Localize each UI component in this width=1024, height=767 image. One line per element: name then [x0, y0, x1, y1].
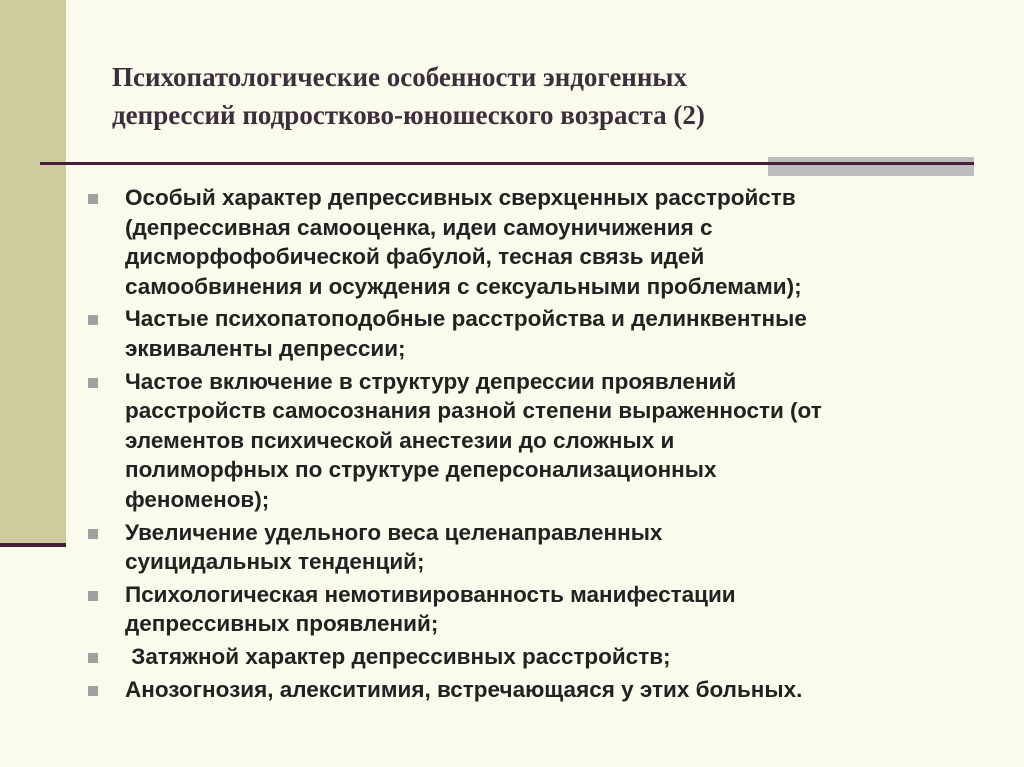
bullet-list: [88, 183, 1008, 707]
list-item-line: Частое включение в структуру депрессии проявлений: [125, 368, 737, 394]
square-bullet-icon: [88, 686, 98, 696]
list-item-line: дисморфофобической фабулой, тесная связь идей: [125, 244, 705, 270]
square-bullet-icon: [88, 529, 98, 539]
square-bullet-icon: [88, 315, 98, 325]
slide-title-line: депрессий подростково-юношеского возраста (2): [112, 100, 705, 130]
decorative-side-bar: [0, 0, 66, 546]
list-item-line: феноменов);: [125, 486, 270, 512]
list-item-line: суицидальных тенденций;: [125, 549, 425, 575]
title-divider: [40, 162, 972, 165]
list-item-line: (депрессивная самооценка, идеи самоуничижения с: [125, 214, 713, 240]
list-item-line: Психологическая немотивированность манифестации: [125, 581, 736, 607]
list-item-line: депрессивных проявлений;: [125, 611, 439, 637]
square-bullet-icon: [88, 378, 98, 388]
square-bullet-icon: [88, 591, 98, 601]
list-item-line: расстройств самосознания разной степени выраженности (от: [125, 398, 822, 424]
list-item-line: самообвинения и осуждения с сексуальными проблемами);: [125, 273, 802, 299]
list-item-line: Анозогнозия, алекситимия, встречающаяся у этих больных.: [125, 676, 803, 702]
list-item-line: Особый характер депрессивных сверхценных расстройств: [125, 185, 796, 210]
list-item: [88, 642, 1008, 672]
list-item-line: Частые психопатоподобные расстройства и делинквентные: [125, 306, 807, 332]
list-item-line: Увеличение удельного веса целенаправленных: [125, 519, 663, 545]
square-bullet-icon: [88, 194, 98, 204]
decorative-side-rule: [0, 543, 66, 547]
list-item-line: эквиваленты депрессии;: [125, 335, 406, 361]
list-item-line: полиморфных по структуре деперсонализационных: [125, 457, 717, 483]
list-item-line: элементов психической анестезии до сложных и: [125, 427, 675, 453]
list-item: [88, 518, 1008, 577]
list-item-line: Затяжной характер депрессивных расстройств;: [125, 643, 671, 669]
square-bullet-icon: [88, 653, 98, 663]
list-item: [88, 183, 1008, 301]
list-item: [88, 367, 1008, 515]
slide-title-line: Психопатологические особенности эндогенных: [112, 62, 688, 92]
list-item: [88, 675, 1008, 705]
decorative-title-accent: [768, 157, 974, 176]
slide-title: [112, 58, 972, 134]
list-item: [88, 304, 1008, 363]
list-item: [88, 580, 1008, 639]
